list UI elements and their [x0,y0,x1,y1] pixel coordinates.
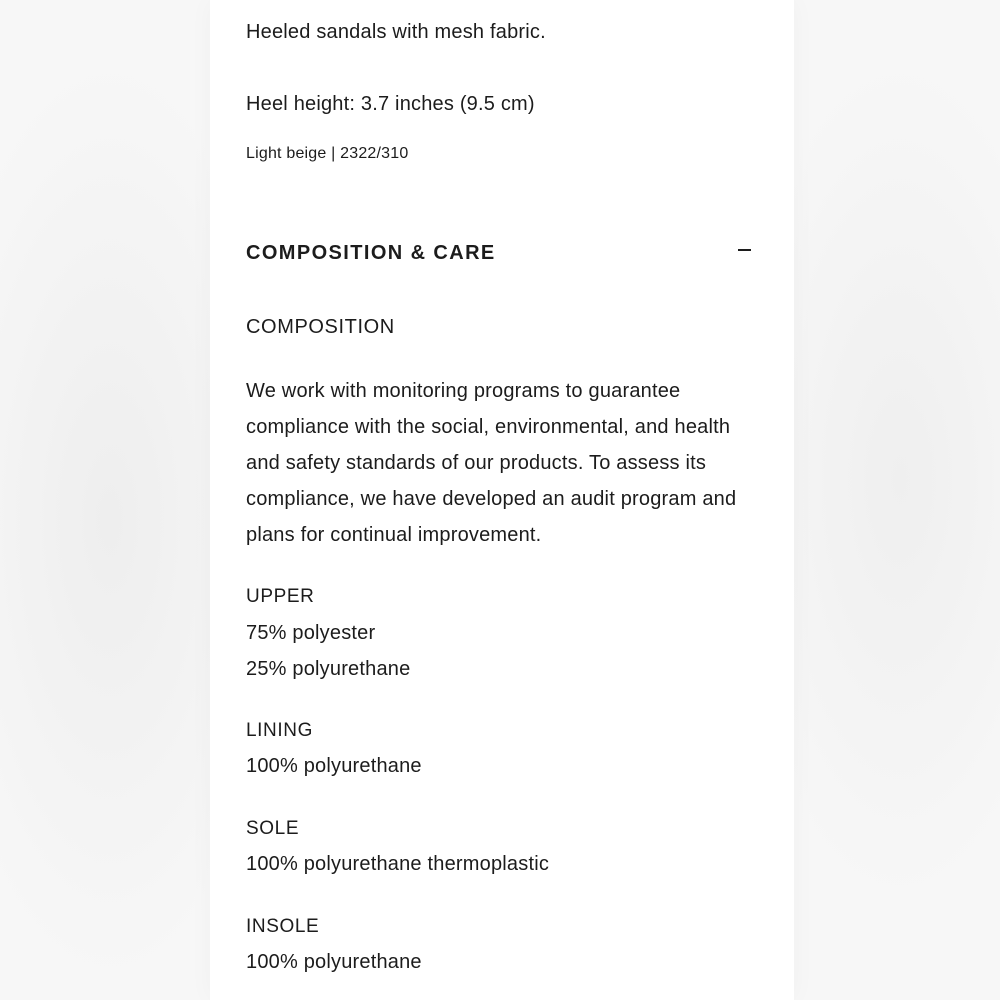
minus-icon [738,249,751,251]
composition-subtitle: COMPOSITION [246,316,395,338]
sole-value: 100% polyurethane thermoplastic [246,853,550,875]
heel-height: Heel height: 3.7 inches (9.5 cm) [246,93,535,115]
color-reference: Light beige | 2322/310 [246,145,409,162]
compliance-paragraph: We work with monitoring programs to guarantee compliance with the social, environmental, and health and safety standards of our products. To assess its compliance, we have developed an audit program and plans for continual improvement. [246,380,737,546]
upper-value-2: 25% polyurethane [246,658,411,680]
upper-label: UPPER [246,586,315,607]
upper-value-1: 75% polyester [246,622,376,644]
lining-label: LINING [246,720,313,741]
lining-value: 100% polyurethane [246,755,422,777]
product-description: Heeled sandals with mesh fabric. [246,21,546,43]
collapse-toggle[interactable] [733,240,757,262]
sole-label: SOLE [246,818,300,839]
insole-label: INSOLE [246,916,320,937]
composition-care-heading[interactable]: COMPOSITION & CARE [246,242,496,264]
insole-value: 100% polyurethane [246,951,422,973]
